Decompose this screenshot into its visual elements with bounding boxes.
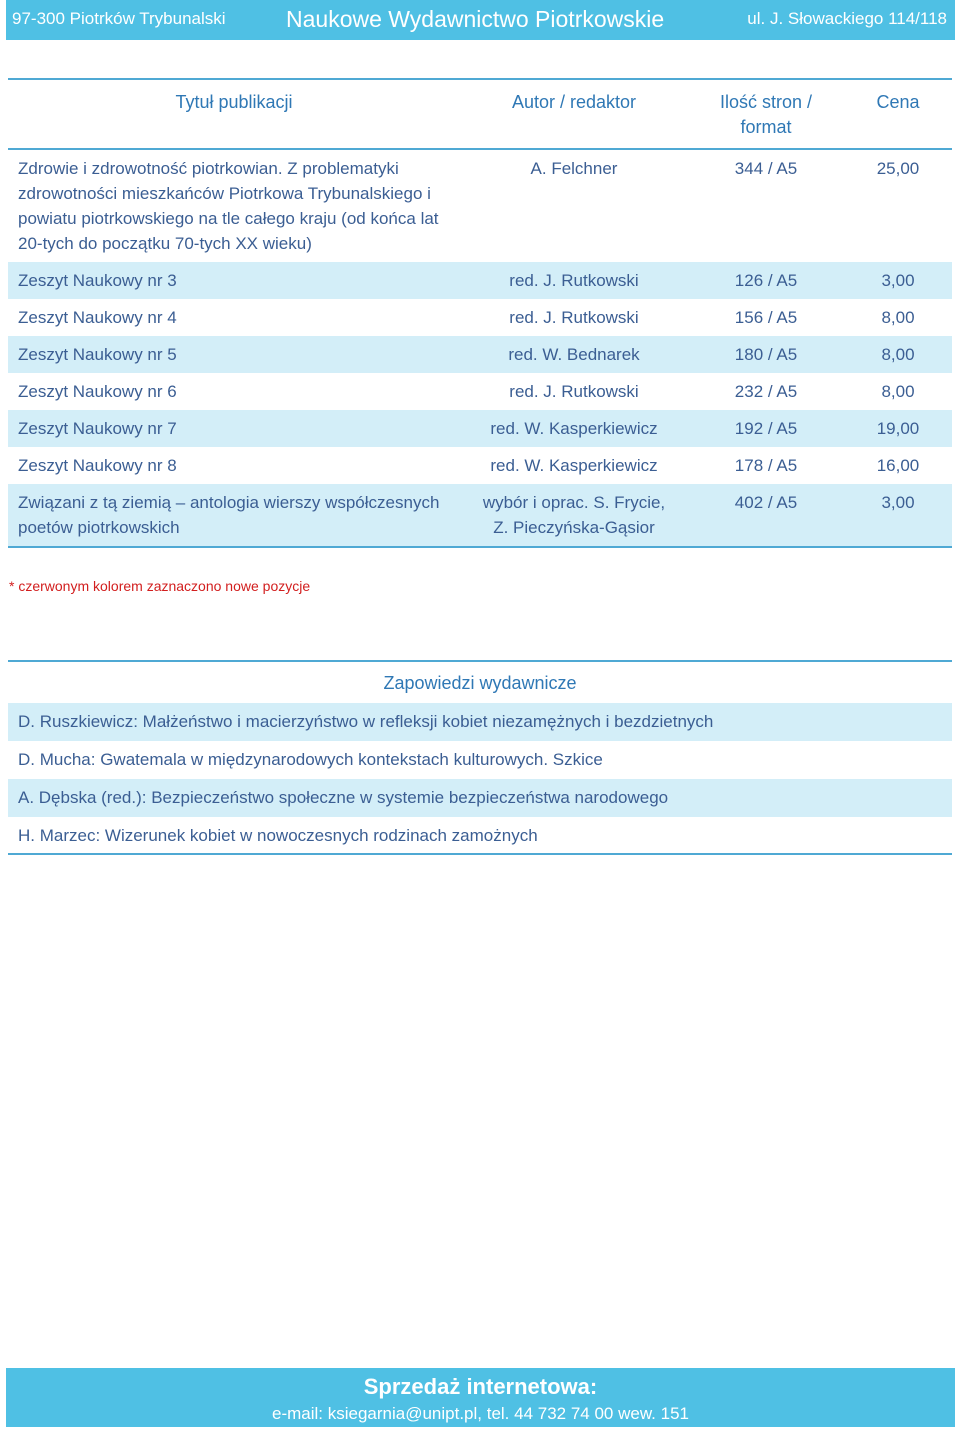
column-header-pages-line1: Ilość stron / <box>719 92 813 112</box>
table-row <box>8 149 952 262</box>
header-bar <box>6 0 955 40</box>
publication-price: 8,00 <box>844 336 952 373</box>
publication-pages: 402 / A5 <box>688 484 844 547</box>
publication-price: 16,00 <box>876 456 920 475</box>
table-row <box>8 373 952 410</box>
column-header-pages <box>688 80 844 149</box>
publication-author: red. W. Bednarek <box>460 336 688 373</box>
announcement-item: D. Ruszkiewicz: Małżeństwo i macierzyństwo w refleksji kobiet niezamężnych i bezdzietnych <box>8 703 952 741</box>
table-row <box>8 447 952 484</box>
table-row <box>8 410 952 447</box>
publication-title: Zeszyt Naukowy nr 7 <box>8 410 460 447</box>
announcement-item: D. Mucha: Gwatemala w międzynarodowych kontekstach kulturowych. Szkice <box>18 750 603 769</box>
publication-title: Zdrowie i zdrowotność piotrkowian. Z problematyki zdrowotności mieszkańców Piotrkowa Trybunalskiego i powiatu piotrkowskiego na tle całego kraju (od końca lat 20-tych do początku 70-tych XX wieku) <box>18 159 439 253</box>
table-row <box>8 262 952 299</box>
column-header-author: Autor / redaktor <box>511 92 637 112</box>
publication-pages: 232 / A5 <box>734 382 798 401</box>
publication-author: red. J. Rutkowski <box>509 308 639 327</box>
announcements-heading: Zapowiedzi wydawnicze <box>383 673 577 693</box>
announcement-item: H. Marzec: Wizerunek kobiet w nowoczesnych rodzinach zamożnych <box>8 817 952 855</box>
publication-title: Zeszyt Naukowy nr 5 <box>8 336 460 373</box>
publications-table <box>8 80 952 548</box>
column-header-title: Tytuł publikacji <box>175 92 293 112</box>
publication-pages: 126 / A5 <box>688 262 844 299</box>
publication-author <box>460 484 688 547</box>
publication-author: A. Felchner <box>530 159 618 178</box>
publication-title: Związani z tą ziemią – antologia wierszy współczesnych poetów piotrkowskich <box>8 484 460 547</box>
publication-price: 19,00 <box>844 410 952 447</box>
new-items-footnote: * czerwonym kolorem zaznaczono nowe pozycje <box>9 578 311 594</box>
publication-price: 3,00 <box>844 262 952 299</box>
publication-author-line2: Z. Pieczyńska-Gąsior <box>493 518 655 537</box>
publication-pages: 180 / A5 <box>688 336 844 373</box>
publisher-address: 97-300 Piotrków Trybunalski <box>12 9 226 28</box>
publication-title: Zeszyt Naukowy nr 8 <box>18 456 177 475</box>
publication-author: red. J. Rutkowski <box>460 262 688 299</box>
contact-info: e-mail: ksiegarnia@unipt.pl, tel. 44 732 74 00 wew. 151 <box>271 1404 689 1423</box>
table-row <box>8 336 952 373</box>
publication-price: 8,00 <box>881 382 915 401</box>
publisher-street: ul. J. Słowackiego 114/118 <box>747 9 947 28</box>
publication-title: Zeszyt Naukowy nr 4 <box>18 308 177 327</box>
table-row <box>8 484 952 547</box>
publication-title: Zeszyt Naukowy nr 3 <box>8 262 460 299</box>
publication-author-line1: wybór i oprac. S. Frycie, <box>482 493 666 512</box>
announcements-list <box>8 703 952 855</box>
online-sales-heading: Sprzedaż internetowa: <box>363 1374 598 1399</box>
publication-title: Zeszyt Naukowy nr 6 <box>18 382 177 401</box>
publication-pages: 178 / A5 <box>734 456 798 475</box>
publication-author: red. J. Rutkowski <box>509 382 639 401</box>
table-header-row <box>8 80 952 149</box>
table-row <box>8 299 952 336</box>
publication-pages: 344 / A5 <box>734 159 798 178</box>
publication-pages: 192 / A5 <box>688 410 844 447</box>
publisher-name: Naukowe Wydawnictwo Piotrkowskie <box>286 6 665 32</box>
publication-price: 3,00 <box>844 484 952 547</box>
announcements-top-rule <box>8 660 952 662</box>
publication-price: 25,00 <box>876 159 920 178</box>
announcement-item: A. Dębska (red.): Bezpieczeństwo społeczne w systemie bezpieczeństwa narodowego <box>8 779 952 817</box>
publication-author: red. W. Kasperkiewicz <box>490 456 658 475</box>
publication-price: 8,00 <box>881 308 915 327</box>
publication-author: red. W. Kasperkiewicz <box>460 410 688 447</box>
footer-bar <box>6 1368 955 1427</box>
publication-pages: 156 / A5 <box>734 308 798 327</box>
column-header-pages-line2: format <box>740 117 792 137</box>
column-header-price: Cena <box>876 92 920 112</box>
